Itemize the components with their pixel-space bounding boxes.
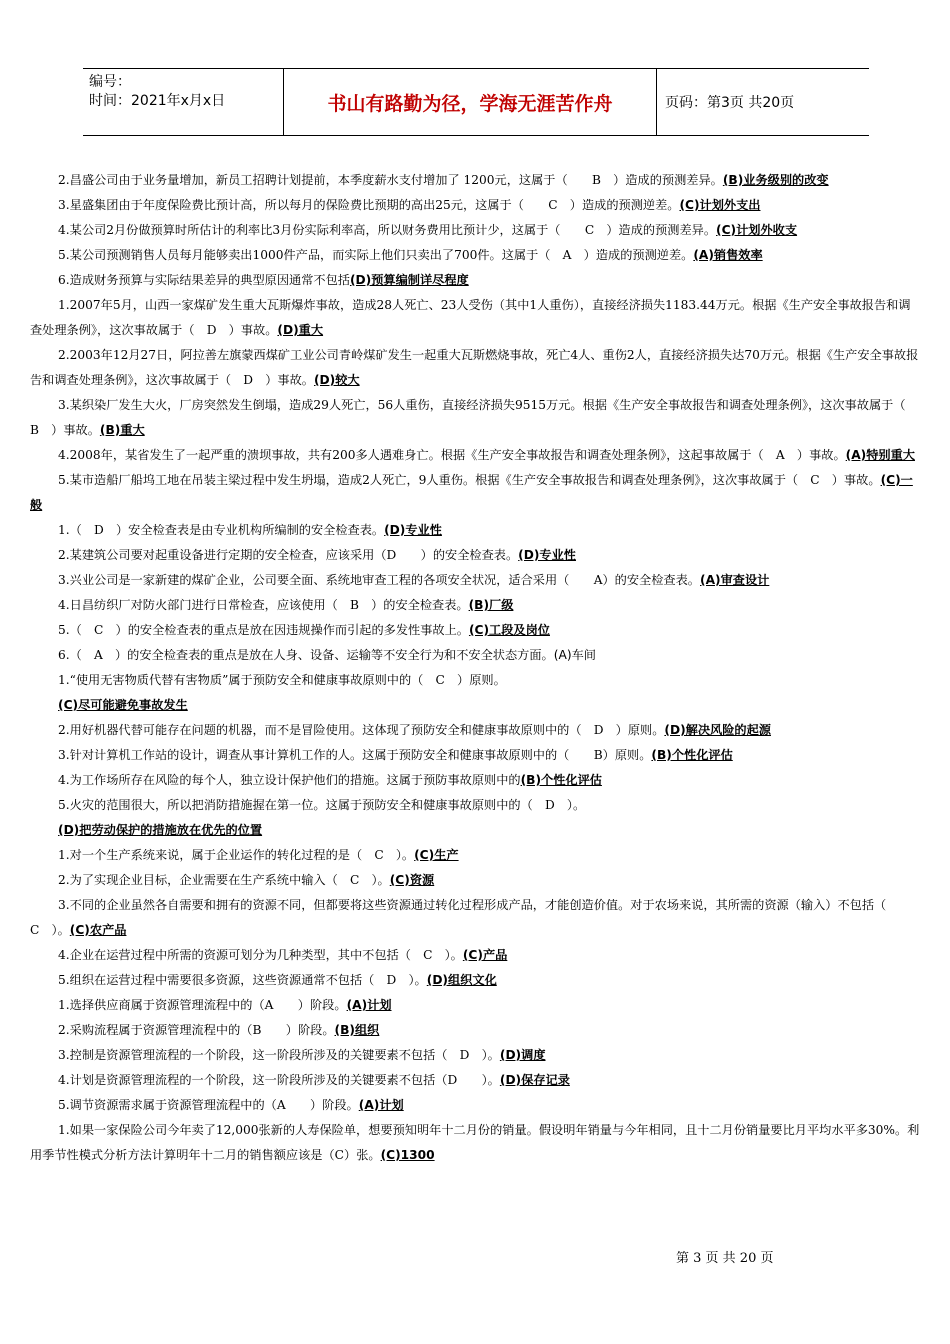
answer-text: (D)预算编制详尽程度 [349, 273, 469, 287]
question-text: 6.造成财务预算与实际结果差异的典型原因通常不包括 [58, 273, 350, 287]
answer-text: (C)产品 [462, 948, 508, 962]
page-label: 页码：第3页 共20页 [665, 95, 795, 111]
answer-text: (C)1300 [380, 1148, 435, 1162]
question-text: 1.选择供应商属于资源管理流程中的（A ）阶段。 [58, 998, 347, 1012]
question-line [30, 468, 920, 518]
question-text: 1.“使用无害物质代替有害物质”属于预防安全和健康事故原则中的（ C ）原则。 [58, 673, 506, 687]
question-text: 1.对一个生产系统来说，属于企业运作的转化过程的是（ C ）。 [58, 848, 415, 862]
answer-text: (D)重大 [277, 323, 324, 337]
question-line [30, 1068, 920, 1093]
question-line [30, 543, 920, 568]
question-line [30, 268, 920, 293]
answer-text: (B)业务级别的改变 [722, 173, 829, 187]
answer-text: (A)审查设计 [700, 573, 770, 587]
question-line [30, 393, 920, 443]
answer-text: (A)特别重大 [845, 448, 915, 462]
question-text: 3.针对计算机工作站的设计，调查从事计算机工作的人。这属于预防安全和健康事故原则中的（ B）原则。 [58, 748, 652, 762]
question-line [30, 818, 920, 843]
answer-text: (A)计划 [346, 998, 392, 1012]
answer-text: (C)尽可能避免事故发生 [58, 698, 188, 712]
question-line [30, 843, 920, 868]
question-line [30, 193, 920, 218]
question-text: 4.为工作场所存在风险的每个人，独立设计保护他们的措施。这属于预防事故原则中的 [58, 773, 521, 787]
question-line [30, 793, 920, 818]
question-text: 5.（ C ）的安全检查表的重点是放在因违规操作而引起的多发性事故上。 [58, 623, 469, 637]
question-text: 3.控制是资源管理流程的一个阶段，这一阶段所涉及的关键要素不包括（ D ）。 [58, 1048, 500, 1062]
question-line [30, 943, 920, 968]
answer-text: (C)资源 [389, 873, 435, 887]
question-line [30, 743, 920, 768]
question-text: 2.某建筑公司要对起重设备进行定期的安全检查，应该采用（D ）的安全检查表。 [58, 548, 519, 562]
question-text: 5.火灾的范围很大，所以把消防措施握在第一位。这属于预防安全和健康事故原则中的（ D ）。 [58, 798, 586, 812]
question-text: 5.某市造船厂船坞工地在吊装主梁过程中发生坍塌，造成2人死亡，9人重伤。根据《生产安全事故报告和调查处理条例》，这次事故属于（ C ）事故。 [58, 473, 881, 487]
question-text: 3.某织染厂发生大火，厂房突然发生倒塌，造成29人死亡，56人重伤，直接经济损失9515万元。根据《生产安全事故报告和调查处理条例》，这次事故属于（ B ）事故。 [30, 398, 918, 437]
question-line [30, 1118, 920, 1168]
question-line [30, 618, 920, 643]
answer-text: (A)销售效率 [693, 248, 763, 262]
header-meta [83, 69, 283, 135]
time-label: 时间：2021年x月x日 [89, 93, 226, 109]
question-text: 4.某公司2月份做预算时所估计的利率比3月份实际利率高，所以财务费用比预计少，这属于（ C ）造成的预测差异。 [58, 223, 717, 237]
answer-text: (B)组织 [334, 1023, 380, 1037]
question-line [30, 668, 920, 693]
answer-text: (B)重大 [99, 423, 145, 437]
answer-text: (C)工段及岗位 [468, 623, 550, 637]
answer-text: (D)组织文化 [426, 973, 497, 987]
question-text: 1.2007年5月，山西一家煤矿发生重大瓦斯爆炸事故，造成28人死亡、23人受伤（其中1人重伤），直接经济损失1183.44万元。根据《生产安全事故报告和调查处理条例》，这次事故属于（ D ）事故。 [30, 298, 911, 337]
answer-text: (C)农产品 [69, 923, 127, 937]
question-text: 5.某公司预测销售人员每月能够卖出1000件产品，而实际上他们只卖出了700件。这属于（ A ）造成的预测逆差。 [58, 248, 694, 262]
answer-text: (B)厂级 [468, 598, 514, 612]
answer-text: (B)个性化评估 [520, 773, 602, 787]
answer-text: (C)计划外收支 [716, 223, 798, 237]
question-text: 5.调节资源需求属于资源管理流程中的（A ）阶段。 [58, 1098, 359, 1112]
question-text: 3.兴业公司是一家新建的煤矿企业，公司要全面、系统地审查工程的各项安全状况，适合采用（ A）的安全检查表。 [58, 573, 700, 587]
answer-text: (D)保存记录 [499, 1073, 570, 1087]
answer-text: (D)专业性 [518, 548, 576, 562]
answer-text: (D)把劳动保护的措施放在优先的位置 [58, 823, 263, 837]
question-line [30, 893, 920, 943]
page-header [83, 68, 869, 136]
question-text: 5.组织在运营过程中需要很多资源，这些资源通常不包括（ D ）。 [58, 973, 427, 987]
question-text: 2.2003年12月27日，阿拉善左旗蒙西煤矿工业公司青岭煤矿发生一起重大瓦斯燃烧事故，死亡4人、重伤2人，直接经济损失达70万元。根据《生产安全事故报告和调查处理条例》，这次事故属于（ D ）事故。 [30, 348, 919, 387]
question-line [30, 1093, 920, 1118]
answer-text: (C)计划外支出 [679, 198, 761, 212]
question-line [30, 243, 920, 268]
question-line [30, 718, 920, 743]
question-line [30, 293, 920, 343]
answer-text: (D)较大 [313, 373, 360, 387]
answer-text: (C)一般 [30, 473, 913, 512]
answer-text: (B)个性化评估 [651, 748, 733, 762]
question-line [30, 518, 920, 543]
document-body [30, 168, 920, 1168]
question-line [30, 768, 920, 793]
question-line [30, 1018, 920, 1043]
question-line [30, 443, 920, 468]
question-text: 2.采购流程属于资源管理流程中的（B ）阶段。 [58, 1023, 335, 1037]
question-line [30, 218, 920, 243]
page-footer: 第 3 页 共 20 页 [676, 1251, 774, 1266]
question-line [30, 643, 920, 668]
question-line [30, 968, 920, 993]
question-line [30, 343, 920, 393]
question-text: 2.昌盛公司由于业务量增加，新员工招聘计划提前，本季度薪水支付增加了 1200元，这属于（ B ）造成的预测差异。 [58, 173, 723, 187]
number-label: 编号： [89, 74, 131, 90]
motto: 书山有路勤为径，学海无涯苦作舟 [283, 69, 657, 135]
question-text: 1.如果一家保险公司今年卖了12,000张新的人寿保险单，想要预知明年十二月份的销量。假设明年销量与今年相同，且十二月份销量要比月平均水平多30%。利用季节性模式分析方法计算明年十二月的销售额应该是（C）张。 [30, 1123, 920, 1162]
question-line [30, 868, 920, 893]
answer-text: (C)生产 [414, 848, 459, 862]
question-text: 3.星盛集团由于年度保险费比预计高，所以每月的保险费比预期的高出25元，这属于（ C ）造成的预测逆差。 [58, 198, 680, 212]
question-text: 4.2008年，某省发生了一起严重的溃坝事故，共有200多人遇难身亡。根据《生产安全事故报告和调查处理条例》，这起事故属于（ A ）事故。 [58, 448, 846, 462]
question-line [30, 1043, 920, 1068]
question-text: 2.为了实现企业目标，企业需要在生产系统中输入（ C ）。 [58, 873, 390, 887]
answer-text: (D)调度 [499, 1048, 546, 1062]
answer-text: (D)解决风险的起源 [664, 723, 771, 737]
question-text: 2.用好机器代替可能存在问题的机器，而不是冒险使用。这体现了预防安全和健康事故原则中的（ D ）原则。 [58, 723, 665, 737]
question-text: 4.计划是资源管理流程的一个阶段，这一阶段所涉及的关键要素不包括（D ）。 [58, 1073, 500, 1087]
question-text: 1.（ D ）安全检查表是由专业机构所编制的安全检查表。 [58, 523, 385, 537]
question-line [30, 168, 920, 193]
question-text: 4.企业在运营过程中所需的资源可划分为几种类型，其中不包括（ C ）。 [58, 948, 463, 962]
question-text: 4.日昌纺织厂对防火部门进行日常检查，应该使用（ B ）的安全检查表。 [58, 598, 469, 612]
answer-text: (D)专业性 [384, 523, 442, 537]
question-text: 6.（ A ）的安全检查表的重点是放在人身、设备、运输等不安全行为和不安全状态方面。 [58, 648, 554, 662]
question-line [30, 568, 920, 593]
question-text: 3.不同的企业虽然各自需要和拥有的资源不同，但都要将这些资源通过转化过程形成产品，才能创造价值。对于农场来说，其所需的资源（输入）不包括（ C ）。 [30, 898, 899, 937]
question-line [30, 593, 920, 618]
question-line [30, 993, 920, 1018]
answer-text: (A)车间 [553, 648, 596, 662]
answer-text: (A)计划 [358, 1098, 404, 1112]
question-line [30, 693, 920, 718]
